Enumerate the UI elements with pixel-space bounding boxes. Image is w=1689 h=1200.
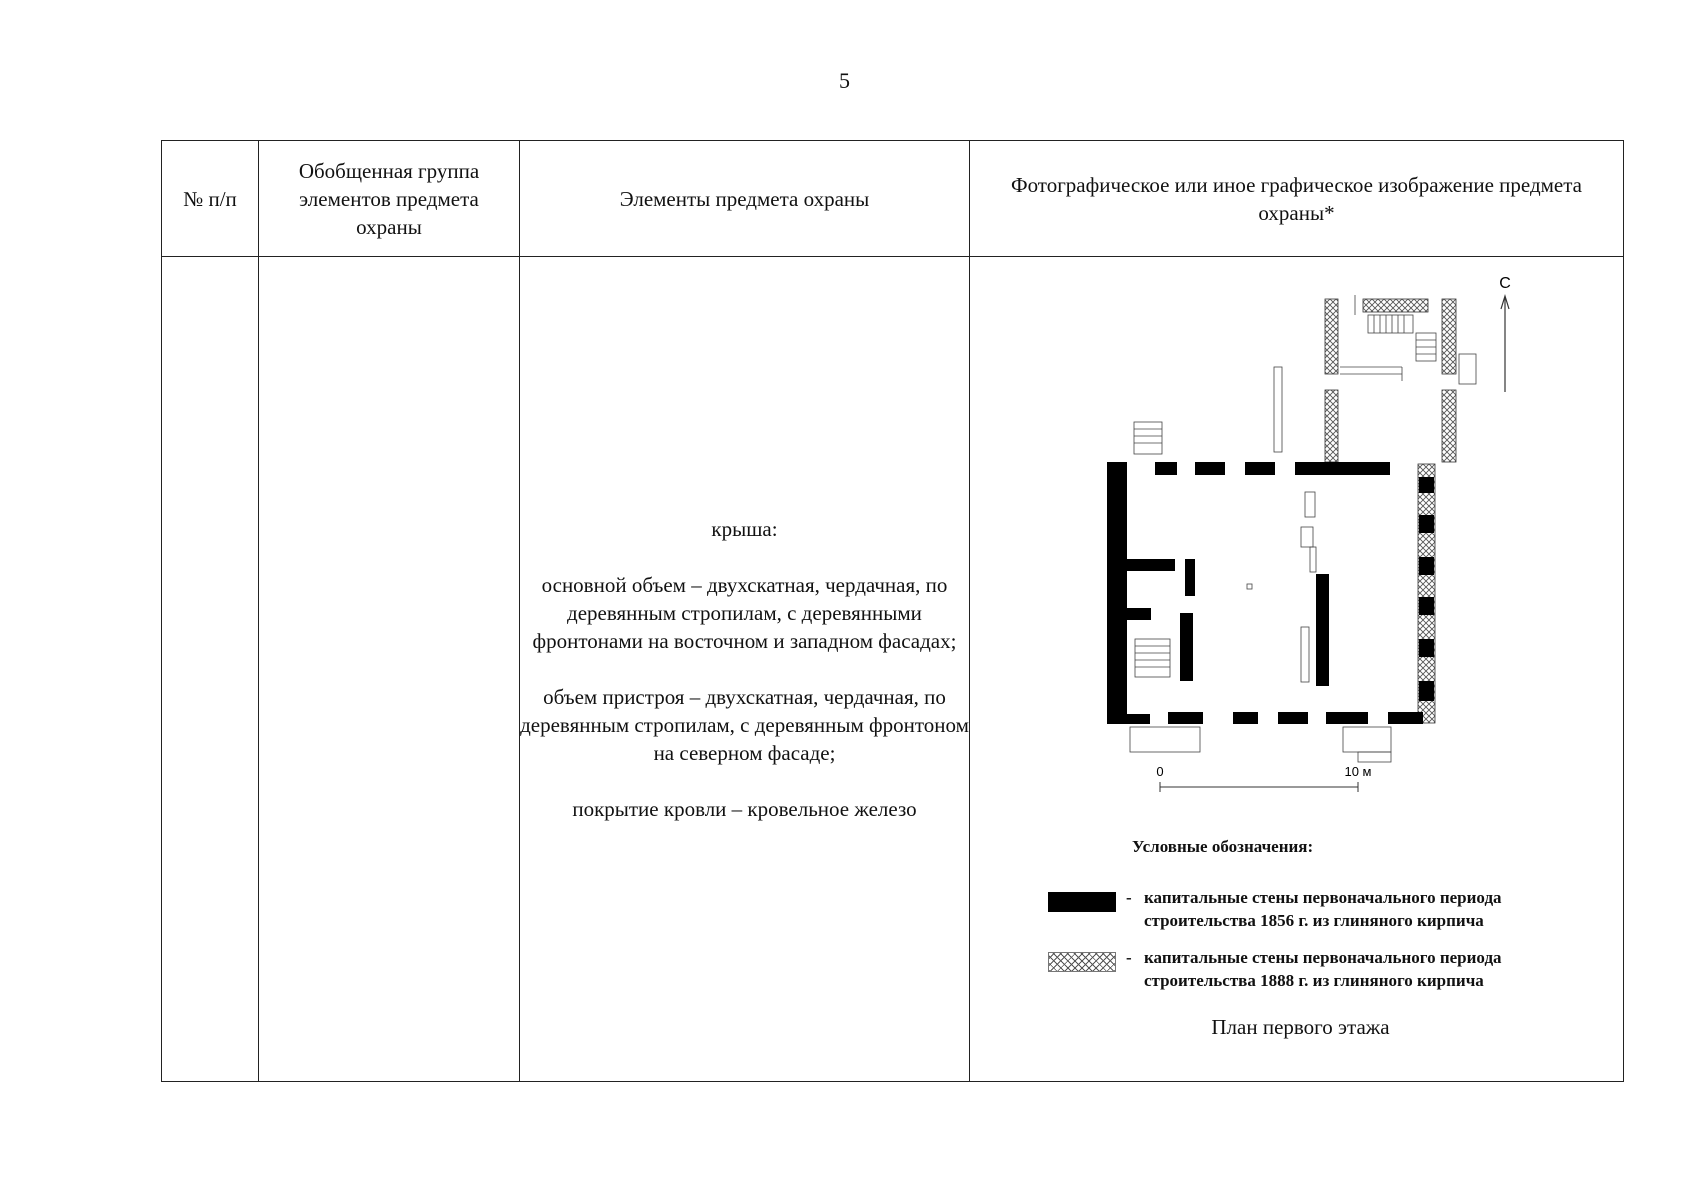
legend-text: - капитальные стены первоначального периода строительства 1888 г. из глиняного кирпича (1144, 946, 1604, 992)
protection-table (161, 140, 1624, 1082)
cell-image (970, 257, 1624, 1082)
legend-swatch-hatched (1048, 952, 1116, 972)
page-number: 5 (839, 68, 850, 93)
plan-caption: План первого этажа (1211, 1015, 1390, 1039)
header-image: Фотографическое или иное графическое изображение предмета охраны* (970, 141, 1624, 257)
legend-text: - капитальные стены первоначального периода строительства 1856 г. из глиняного кирпича (1144, 886, 1604, 932)
legend-title: Условные обозначения: (1132, 837, 1314, 856)
header-elements: Элементы предмета охраны (520, 141, 970, 257)
cell-number (162, 257, 259, 1082)
north-label: С (1499, 275, 1511, 292)
main-volume-roof: основной объем – двухскатная, чердачная, по деревянным стропилам, с деревянными фронтонами на восточном и западном фасадах; (532, 573, 957, 653)
legend-swatch-solid (1048, 892, 1116, 912)
scale-end: 10 м (1344, 764, 1372, 779)
table-header-row (162, 141, 1624, 257)
header-number: № п/п (162, 141, 259, 257)
plan-drawing (1107, 295, 1476, 792)
cell-elements (520, 257, 970, 1082)
header-group: Обобщенная группа элементов предмета охраны (259, 141, 520, 257)
cell-group (259, 257, 520, 1082)
table-row (162, 257, 1624, 1082)
legend-item (1048, 889, 1608, 935)
roof-covering: покрытие кровли – кровельное железо (572, 797, 917, 821)
roof-heading: крыша: (711, 517, 778, 541)
north-arrow-icon (1501, 296, 1509, 392)
annex-roof: объем пристроя – двухскатная, чердачная, по деревянным стропилам, с деревянным фронтоном на северном фасаде; (520, 685, 969, 765)
legend-item (1048, 949, 1608, 995)
scale-start: 0 (1156, 764, 1164, 779)
